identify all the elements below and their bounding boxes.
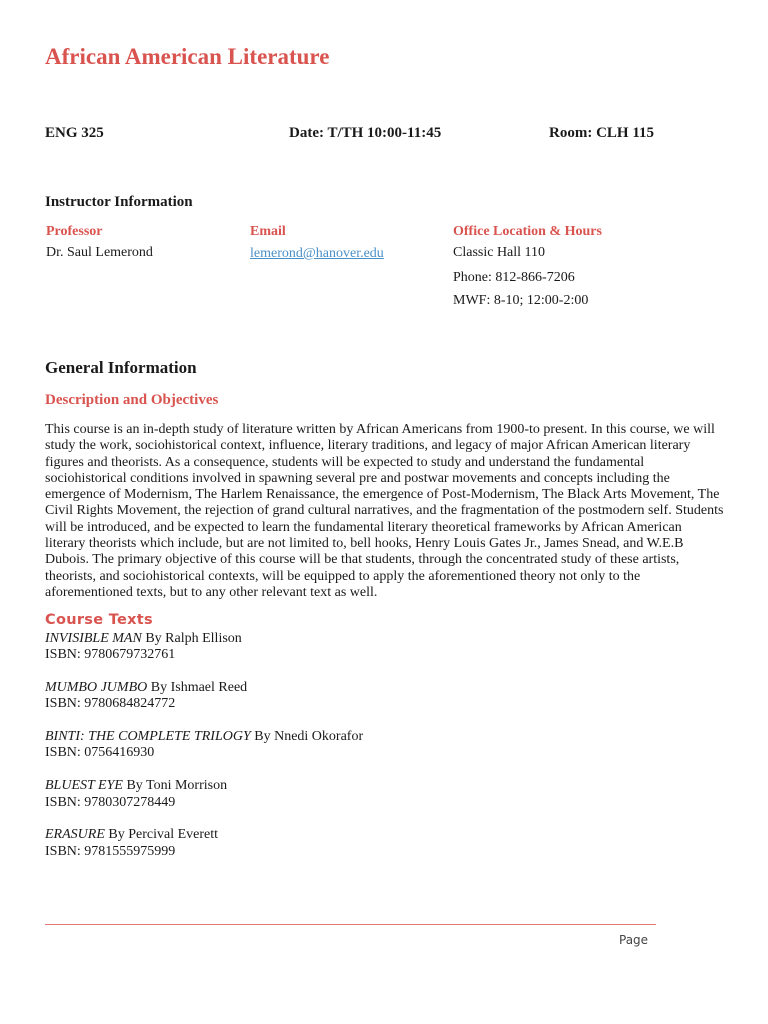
book-isbn: ISBN: 9780684824772 (45, 696, 176, 712)
email-link[interactable]: lemerond@hanover.edu (250, 246, 384, 261)
book-item (45, 631, 645, 664)
description-heading: Description and Objectives (45, 392, 219, 408)
book-author: By Percival Everett (104, 827, 219, 843)
book-title: BLUEST EYE (45, 778, 123, 794)
description-paragraph: This course is an in-depth study of literature written by African Americans from 1900-to present. In this course, we will study the work, sociohistorical context, influence, literary traditions, and legacy of major African American literary figures and theorists. As a consequence, students will be expected to study and understand the fundamental sociohistorical conditions involved in spawning several pre and postwar movements and concepts including the emergence of Modernism, The Harlem Renaissance, the emergence of Post-Modernism, The Black Arts Movement, The Civil Rights Movement, the rejection of grand cultural narratives, and the fragmentation of the postmodern self. Students will be introduced, and be expected to learn the fundamental literary theoretical frameworks by African American literary theorists which include, but are not limited to, bell hooks, Henry Louis Gates Jr., James Snead, and W.E.B Dubois. The primary objective of this course will be that students, through the concentrated study of these artists, theorists, and sociohistorical contexts, will be equipped to apply the aforementioned theory not only to the aforementioned texts, but to any other relevant text as well. (45, 422, 724, 600)
course-room: Room: CLH 115 (549, 125, 654, 141)
book-isbn: ISBN: 9780679732761 (45, 647, 176, 663)
book-list (45, 631, 645, 876)
footer-divider (45, 924, 656, 925)
office-label: Office Location & Hours (453, 224, 602, 239)
course-date: Date: T/TH 10:00-11:45 (289, 125, 442, 141)
professor-name: Dr. Saul Lemerond (46, 245, 153, 260)
office-phone: Phone: 812-866-7206 (453, 270, 575, 285)
document-title: African American Literature (45, 44, 330, 69)
book-author: By Toni Morrison (122, 778, 228, 794)
instructor-heading: Instructor Information (45, 194, 193, 210)
course-texts-heading: Course Texts (45, 612, 153, 628)
course-code: ENG 325 (45, 125, 104, 141)
book-isbn: ISBN: 0756416930 (45, 745, 155, 761)
book-title: BINTI: THE COMPLETE TRILOGY (45, 729, 251, 745)
book-author: By Nnedi Okorafor (250, 729, 364, 745)
book-isbn: ISBN: 9780307278449 (45, 794, 176, 810)
office-location: Classic Hall 110 (453, 245, 546, 260)
book-item (45, 827, 645, 860)
office-hours: MWF: 8-10; 12:00-2:00 (453, 293, 589, 308)
book-title: MUMBO JUMBO (45, 680, 148, 696)
book-title: INVISIBLE MAN (45, 631, 142, 646)
page-label: Page (619, 933, 649, 947)
book-author: By Ralph Ellison (141, 631, 242, 646)
book-title: ERASURE (45, 827, 105, 843)
book-item (45, 680, 645, 713)
book-isbn: ISBN: 9781555975999 (45, 843, 176, 859)
book-item (45, 729, 645, 762)
general-heading: General Information (45, 358, 197, 377)
professor-label: Professor (46, 224, 103, 239)
book-author: By Ishmael Reed (147, 680, 248, 696)
email-label: Email (250, 224, 286, 239)
book-item (45, 778, 645, 811)
